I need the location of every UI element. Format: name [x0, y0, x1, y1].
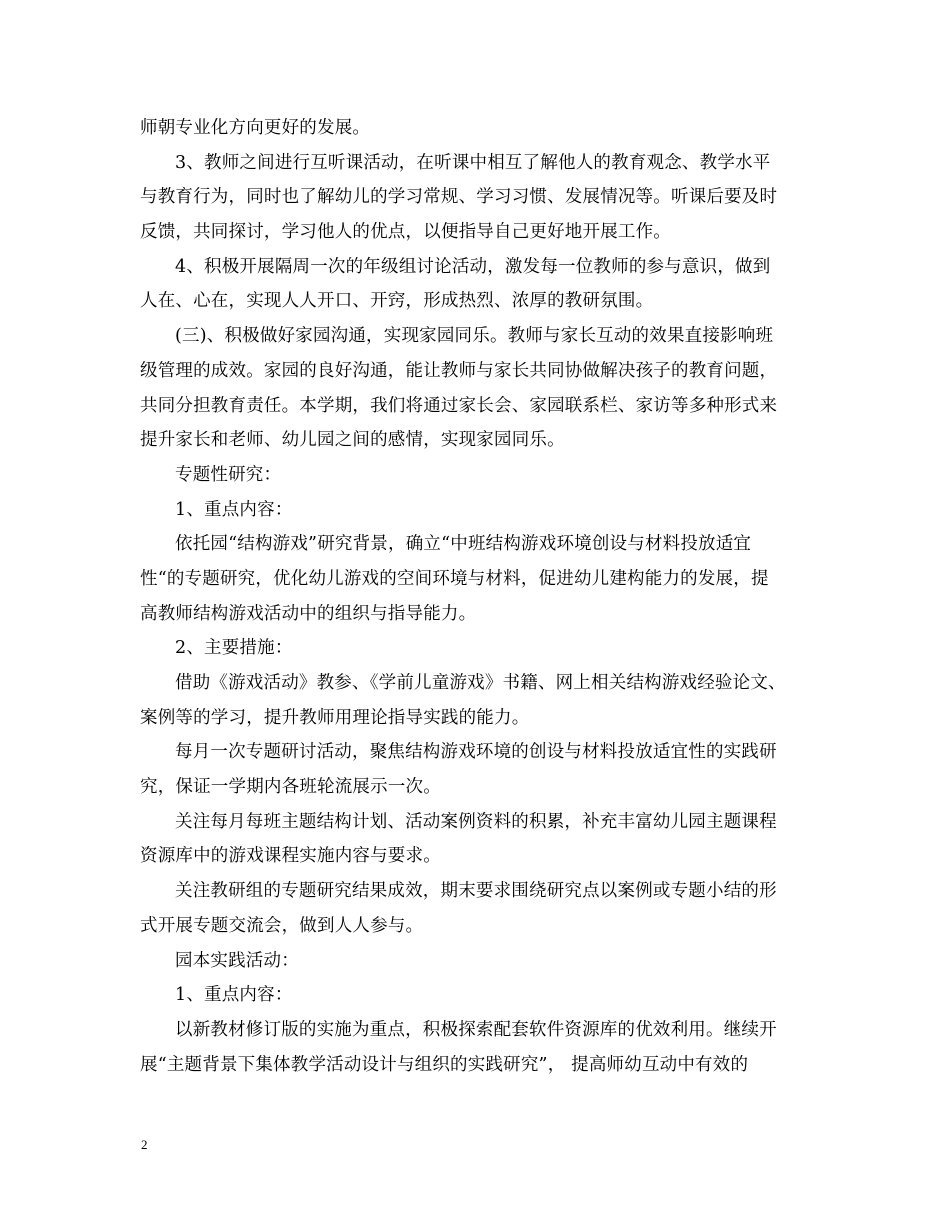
text-line: 每月一次专题研讨活动，聚焦结构游戏环境的创设与材料投放适宜性的实践研 — [175, 742, 777, 763]
text-line: 提升家长和老师、幼儿园之间的感情，实现家园同乐。 — [140, 430, 565, 451]
text-line: 展“主题背景下集体教学活动设计与组织的实践研究”， 提高师幼互动中有效的 — [140, 1054, 749, 1075]
text-line: 与教育行为，同时也了解幼儿的学习常规、学习习惯、发展情况等。听课后要及时 — [140, 187, 778, 208]
text-line: 师朝专业化方向更好的发展。 — [140, 118, 371, 138]
text-line: 级管理的成效。家园的良好沟通，能让教师与家长共同协做解决孩子的教育问题， — [140, 360, 778, 381]
text-line: 高教师结构游戏活动中的组织与指导能力。 — [140, 603, 477, 624]
text-line: 式开展专题交流会，做到人人参与。 — [140, 915, 424, 936]
page-number: 2 — [141, 1137, 148, 1152]
text-line: 以新教材修订版的实施为重点，积极探索配套软件资源库的优效利用。继续开 — [175, 1019, 777, 1040]
text-line: 资源库中的游戏课程实施内容与要求。 — [140, 846, 441, 867]
text-line: 借助《游戏活动》教参、《学前儿童游戏》书籍、网上相关结构游戏经验论文、 — [175, 673, 786, 693]
subsection-heading: 1、重点内容： — [175, 985, 293, 1006]
text-line: 案例等的学习，提升教师用理论指导实践的能力。 — [140, 707, 530, 728]
text-line: 人在、心在，实现人人开口、开窍，形成热烈、浓厚的教研氛围。 — [140, 291, 654, 312]
text-line: 依托园“结构游戏”研究背景，确立“中班结构游戏环境创设与材料投放适宜 — [175, 534, 752, 555]
text-line: 关注每月每班主题结构计划、活动案例资料的积累，补充丰富幼儿园主题课程 — [175, 811, 777, 832]
text-line: 反馈，共同探讨，学习他人的优点，以便指导自己更好地开展工作。 — [140, 222, 671, 243]
text-line: 关注教研组的专题研究结果成效，期末要求围绕研究点以案例或专题小结的形 — [175, 881, 777, 902]
text-line: (三)、积极做好家园沟通，实现家园同乐。教师与家长互动的效果直接影响班 — [175, 326, 774, 347]
text-line: 3、教师之间进行互听课活动，在听课中相互了解他人的教育观念、教学水平 — [175, 152, 771, 173]
subsection-heading: 2、主要措施： — [175, 638, 293, 659]
text-line: 4、积极开展隔周一次的年级组讨论活动，激发每一位教师的参与意识，做到 — [175, 256, 771, 277]
section-heading: 专题性研究： — [175, 464, 282, 485]
text-line: 性“的专题研究，优化幼儿游戏的空间环境与材料，促进幼儿建构能力的发展，提 — [140, 568, 769, 589]
text-line: 共同分担教育责任。本学期，我们将通过家长会、家园联系栏、家访等多种形式来 — [140, 395, 778, 416]
section-heading: 园本实践活动： — [175, 950, 299, 971]
subsection-heading: 1、重点内容： — [175, 499, 293, 520]
text-line: 究，保证一学期内各班轮流展示一次。 — [140, 777, 441, 798]
document-body — [140, 111, 820, 1082]
